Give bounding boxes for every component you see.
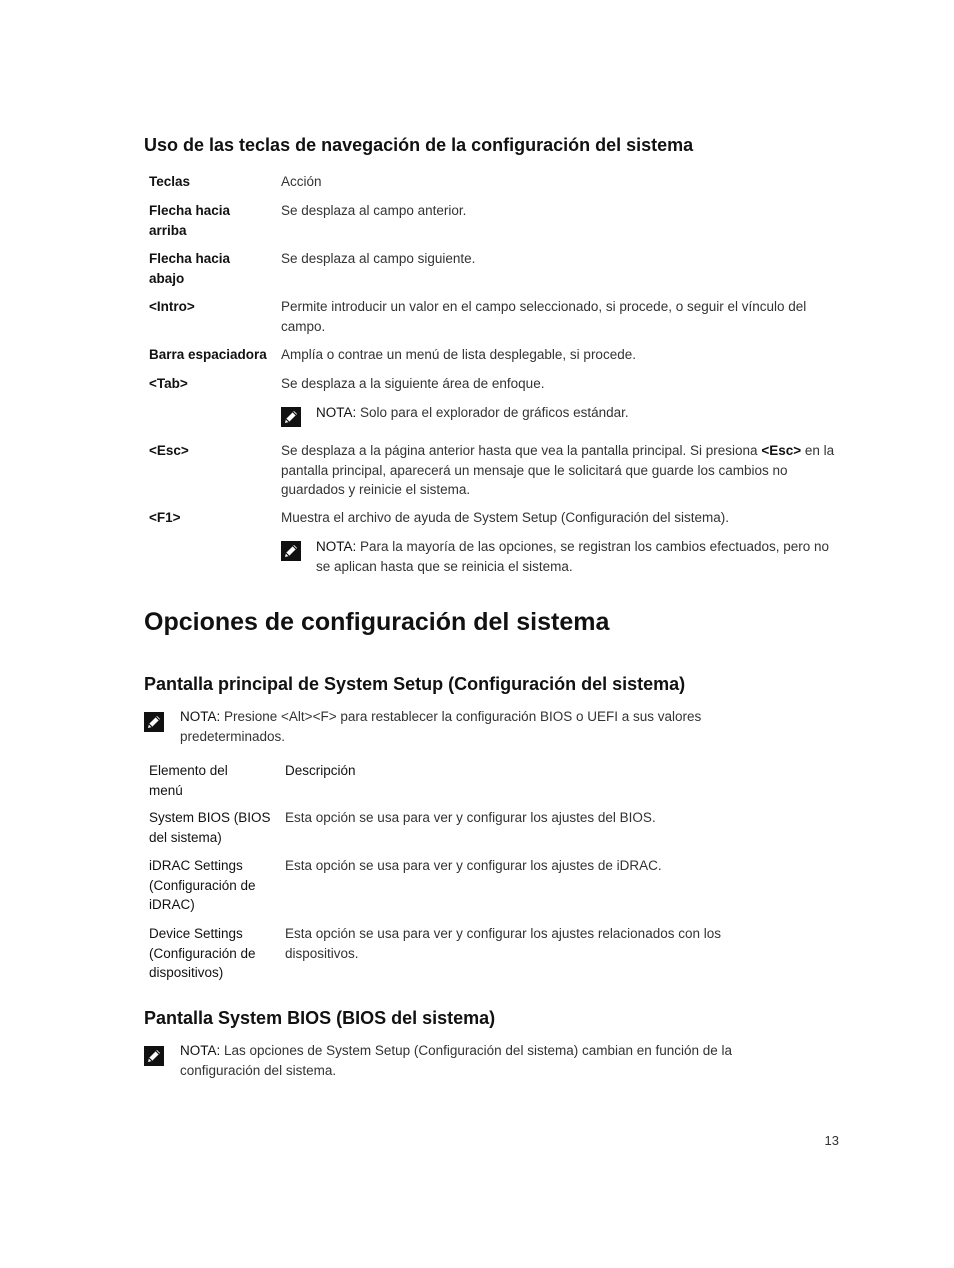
row-action: Muestra el archivo de ayuda de System Setup (Configuración del sistema). — [281, 510, 729, 525]
row-key: Flecha hacia arriba — [149, 203, 231, 238]
row-action: Se desplaza al campo siguiente. — [281, 251, 476, 266]
row-item: iDRAC Settings (Configuración de iDRAC) — [149, 858, 256, 912]
note-label: NOTA: — [316, 539, 357, 554]
row-key: <Esc> — [149, 443, 189, 458]
note-main-screen — [180, 707, 750, 746]
row-action: Se desplaza a la página anterior hasta que vea la pantalla principal. Si presiona <Esc> en la pantalla principal, aparecerá un mensaje que le solicitará que guarde los cambios no guardados y reinicie el sistema. — [281, 443, 835, 497]
row-key: <Tab> — [149, 376, 188, 391]
row-key: Barra espaciadora — [149, 347, 267, 362]
row-desc: Esta opción se usa para ver y configurar los ajustes relacionados con los dispositivos. — [285, 926, 721, 961]
row-action: Permite introducir un valor en el campo seleccionado, si procede, o seguir el vínculo del campo. — [281, 299, 807, 334]
row-action: Se desplaza a la siguiente área de enfoque. — [281, 376, 545, 391]
row-key: <F1> — [149, 510, 181, 525]
note-text: Para la mayoría de las opciones, se registran los cambios efectuados, pero no se aplican hasta que se reinicia el sistema. — [316, 539, 830, 574]
note-f1 — [316, 537, 836, 576]
pencil-note-icon — [281, 407, 301, 427]
header-description: Descripción — [285, 763, 356, 778]
row-desc: Esta opción se usa para ver y configurar los ajustes del BIOS. — [285, 810, 656, 825]
note-label: NOTA: — [180, 1043, 221, 1058]
section-title-navigation-keys: Uso de las teclas de navegación de la configuración del sistema — [144, 135, 694, 155]
header-keys: Teclas — [149, 174, 191, 189]
note-system-bios — [180, 1041, 800, 1080]
note-text: Presione <Alt><F> para restablecer la configuración BIOS o UEFI a sus valores predeterminados. — [180, 709, 702, 744]
note-tab — [316, 403, 836, 423]
note-label: NOTA: — [316, 405, 357, 420]
row-item: System BIOS (BIOS del sistema) — [149, 810, 271, 845]
header-action: Acción — [281, 174, 322, 189]
note-text: Las opciones de System Setup (Configuración del sistema) cambian en función de la configuración del sistema. — [180, 1043, 733, 1078]
row-action: Amplía o contrae un menú de lista desplegable, si procede. — [281, 347, 636, 362]
pencil-note-icon — [144, 1046, 164, 1066]
row-item: Device Settings (Configuración de dispositivos) — [149, 926, 256, 980]
section-title-system-bios: Pantalla System BIOS (BIOS del sistema) — [144, 1008, 496, 1028]
page-number: 13 — [824, 1133, 839, 1148]
section-title-setup-options: Opciones de configuración del sistema — [144, 608, 610, 636]
row-key: Flecha hacia abajo — [149, 251, 231, 286]
section-title-main-screen: Pantalla principal de System Setup (Configuración del sistema) — [144, 674, 686, 694]
row-action: Se desplaza al campo anterior. — [281, 203, 467, 218]
pencil-note-icon — [144, 712, 164, 732]
pencil-note-icon — [281, 541, 301, 561]
row-desc: Esta opción se usa para ver y configurar los ajustes de iDRAC. — [285, 858, 662, 873]
note-label: NOTA: — [180, 709, 221, 724]
note-text: Solo para el explorador de gráficos estándar. — [360, 405, 629, 420]
row-key: <Intro> — [149, 299, 195, 314]
header-menu-item: Elemento del menú — [149, 763, 228, 798]
